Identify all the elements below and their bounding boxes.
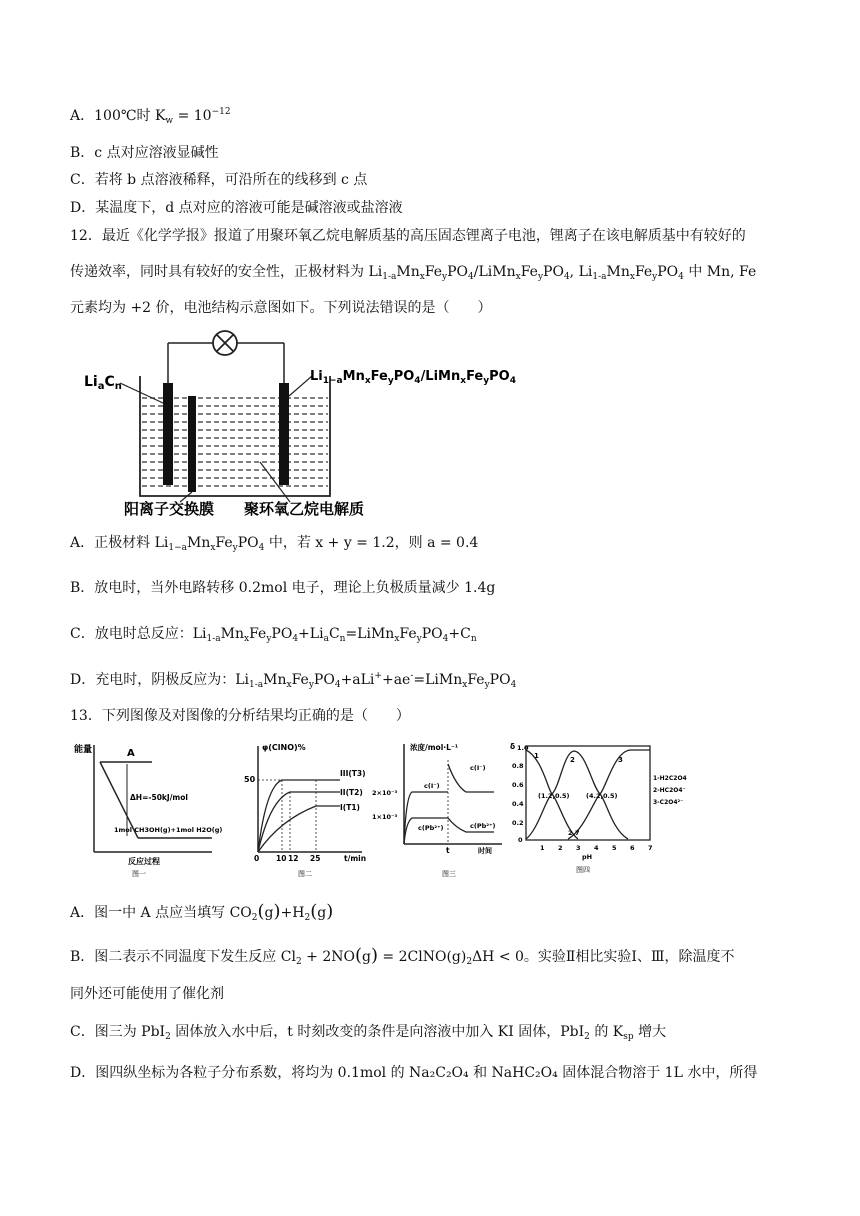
svg-text:c(Pb²⁺): c(Pb²⁺): [470, 822, 496, 830]
svg-text:3-C2O4²⁻: 3-C2O4²⁻: [653, 799, 684, 806]
q13-option-b-line1: B．图二表示不同温度下发生反应 $Cl_2 + 2NO(g)$ = $2ClNO(g)_2\Delta H < 0$。实验Ⅱ相比实验Ⅰ、Ⅲ，除温度不: [70, 945, 735, 967]
bulb-icon: [213, 331, 237, 355]
svg-text:1.0: 1.0: [517, 744, 529, 752]
svg-text:时间: 时间: [478, 847, 492, 855]
q12-option-b: B．放电时，当外电路转移 0.2mol 电子，理论上负极质量减少 1.4g: [70, 580, 496, 596]
svg-text:5: 5: [612, 844, 617, 852]
svg-text:能量: 能量: [74, 745, 93, 755]
svg-text:0.2: 0.2: [512, 819, 524, 827]
svg-text:t: t: [446, 846, 450, 855]
svg-text:1-H2C2O4: 1-H2C2O4: [653, 775, 687, 782]
q12-option-a: A．正极材料 $Li_{1-a}Mn_xFe_yPO_4$ 中，若 x + y = 1.2，则 a = 0.4: [70, 535, 479, 553]
figure-3-concentration-chart: [370, 740, 510, 880]
electrolyte-label: 聚环氧乙烷电解质: [244, 500, 365, 518]
figure-4-distribution-chart: [508, 740, 700, 880]
svg-text:50: 50: [244, 775, 256, 784]
figure-1-energy-diagram: [72, 740, 222, 880]
svg-text:II(T2): II(T2): [340, 788, 363, 797]
svg-text:1: 1: [534, 752, 539, 760]
svg-text:(4.2,0.5): (4.2,0.5): [586, 792, 618, 800]
svg-text:6: 6: [630, 844, 635, 852]
svg-text:图四: 图四: [576, 866, 590, 874]
svg-text:2-HC2O4⁻: 2-HC2O4⁻: [653, 787, 686, 794]
svg-text:1: 1: [540, 844, 545, 852]
q12-stem-line3: 元素均为 +2 价，电池结构示意图如下。下列说法错误的是（ ）: [70, 300, 492, 316]
battery-diagram: [80, 328, 540, 520]
svg-text:A: A: [127, 748, 135, 759]
svg-text:0.6: 0.6: [512, 781, 524, 789]
svg-text:25: 25: [310, 854, 321, 863]
svg-text:浓度/mol·L⁻¹: 浓度/mol·L⁻¹: [410, 743, 459, 752]
svg-text:图一: 图一: [132, 870, 146, 878]
cathode-label: $Li_{1-a}Mn_xFe_yPO_4/LiMn_xFe_yPO_4$: [310, 369, 516, 386]
svg-text:0: 0: [518, 836, 523, 844]
q13-option-c: C．图三为 PbI$_2$ 固体放入水中后，t 时刻改变的条件是向溶液中加入 KI 固体，PbI$_2$ 的 $K_{sp}$ 增大: [70, 1024, 667, 1042]
q13-stem: 13．下列图像及对图像的分析结果均正确的是（ ）: [70, 708, 410, 724]
svg-text:3: 3: [576, 844, 581, 852]
svg-text:12: 12: [288, 854, 299, 863]
svg-text:反应过程: 反应过程: [128, 857, 160, 866]
q11-option-a: A．100℃时 $K_w = 10^{-12}$: [70, 107, 231, 126]
anode-label: $Li_aC_n$: [84, 374, 122, 392]
svg-text:0: 0: [254, 854, 260, 863]
svg-text:图二: 图二: [298, 870, 312, 878]
q11-option-c: C．若将 b 点溶液稀释，可沿所在的线移到 c 点: [70, 172, 368, 188]
svg-text:2×10⁻³: 2×10⁻³: [372, 789, 398, 797]
svg-text:7: 7: [648, 844, 653, 852]
q12-stem-line2: 传递效率，同时具有较好的安全性，正极材料为 $Li_{1-a}Mn_xFe_yPO_4/LiMn_xFe_yPO_4$, $Li_{1-a}Mn_xFe_yPO_4$ 中 Mn, Fe: [70, 264, 757, 282]
figure-2-clno-chart: [240, 740, 380, 880]
svg-text:(1.2,0.5): (1.2,0.5): [538, 792, 570, 800]
svg-text:1mol CH3OH(g)+1mol H2O(g): 1mol CH3OH(g)+1mol H2O(g): [114, 826, 222, 834]
svg-text:t/min: t/min: [344, 854, 367, 863]
svg-text:10: 10: [276, 854, 287, 863]
svg-text:4: 4: [594, 844, 599, 852]
anode-electrode: [163, 383, 173, 485]
q11-option-d: D．某温度下，d 点对应的溶液可能是碱溶液或盐溶液: [70, 200, 403, 216]
svg-text:c(Pb²⁺): c(Pb²⁺): [418, 824, 444, 832]
svg-text:2.7: 2.7: [568, 829, 580, 837]
cation-exchange-membrane: [188, 396, 196, 492]
svg-text:pH: pH: [582, 853, 593, 861]
svg-text:3: 3: [618, 756, 623, 764]
svg-text:δ: δ: [510, 742, 516, 751]
q12-option-c: C．放电时总反应：$Li_{1-a}Mn_xFe_yPO_4+Li_aC_n=LiMn_xFe_yPO_4+C_n$: [70, 626, 477, 644]
svg-text:I(T1): I(T1): [340, 803, 360, 812]
q13-option-d: D．图四纵坐标为各粒子分布系数，将均为 0.1mol 的 Na₂C₂O₄ 和 NaHC₂O₄ 固体混合物溶于 1L 水中，所得: [70, 1065, 758, 1081]
svg-text:III(T3): III(T3): [340, 769, 366, 778]
q13-option-a: A．图一中 A 点应当填写 $CO_2(g)+H_2(g)$: [70, 901, 334, 923]
svg-text:φ(ClNO)%: φ(ClNO)%: [262, 743, 306, 752]
q12-stem-line1: 12．最近《化学学报》报道了用聚环氧乙烷电解质基的高压固态锂离子电池，锂离子在该电解质基中有较好的: [70, 228, 746, 244]
svg-text:图三: 图三: [442, 870, 456, 878]
q13-option-b-line2: 同外还可能使用了催化剂: [70, 986, 224, 1002]
svg-text:c(I⁻): c(I⁻): [470, 764, 486, 772]
cathode-electrode: [279, 383, 289, 485]
svg-text:1×10⁻³: 1×10⁻³: [372, 813, 398, 821]
svg-text:2: 2: [558, 844, 563, 852]
svg-text:0.4: 0.4: [512, 800, 524, 808]
q12-option-d: D．充电时，阴极反应为：$Li_{1-a}Mn_xFe_yPO_4+aLi^++ae^-=LiMn_xFe_yPO_4$: [70, 671, 517, 690]
svg-text:0.8: 0.8: [512, 762, 524, 770]
membrane-label: 阳离子交换膜: [124, 500, 215, 518]
svg-text:2: 2: [570, 756, 575, 764]
q11-option-b: B．c 点对应溶液显碱性: [70, 145, 219, 161]
svg-text:c(I⁻): c(I⁻): [424, 782, 440, 790]
svg-text:ΔH=-50kJ/mol: ΔH=-50kJ/mol: [130, 793, 188, 802]
